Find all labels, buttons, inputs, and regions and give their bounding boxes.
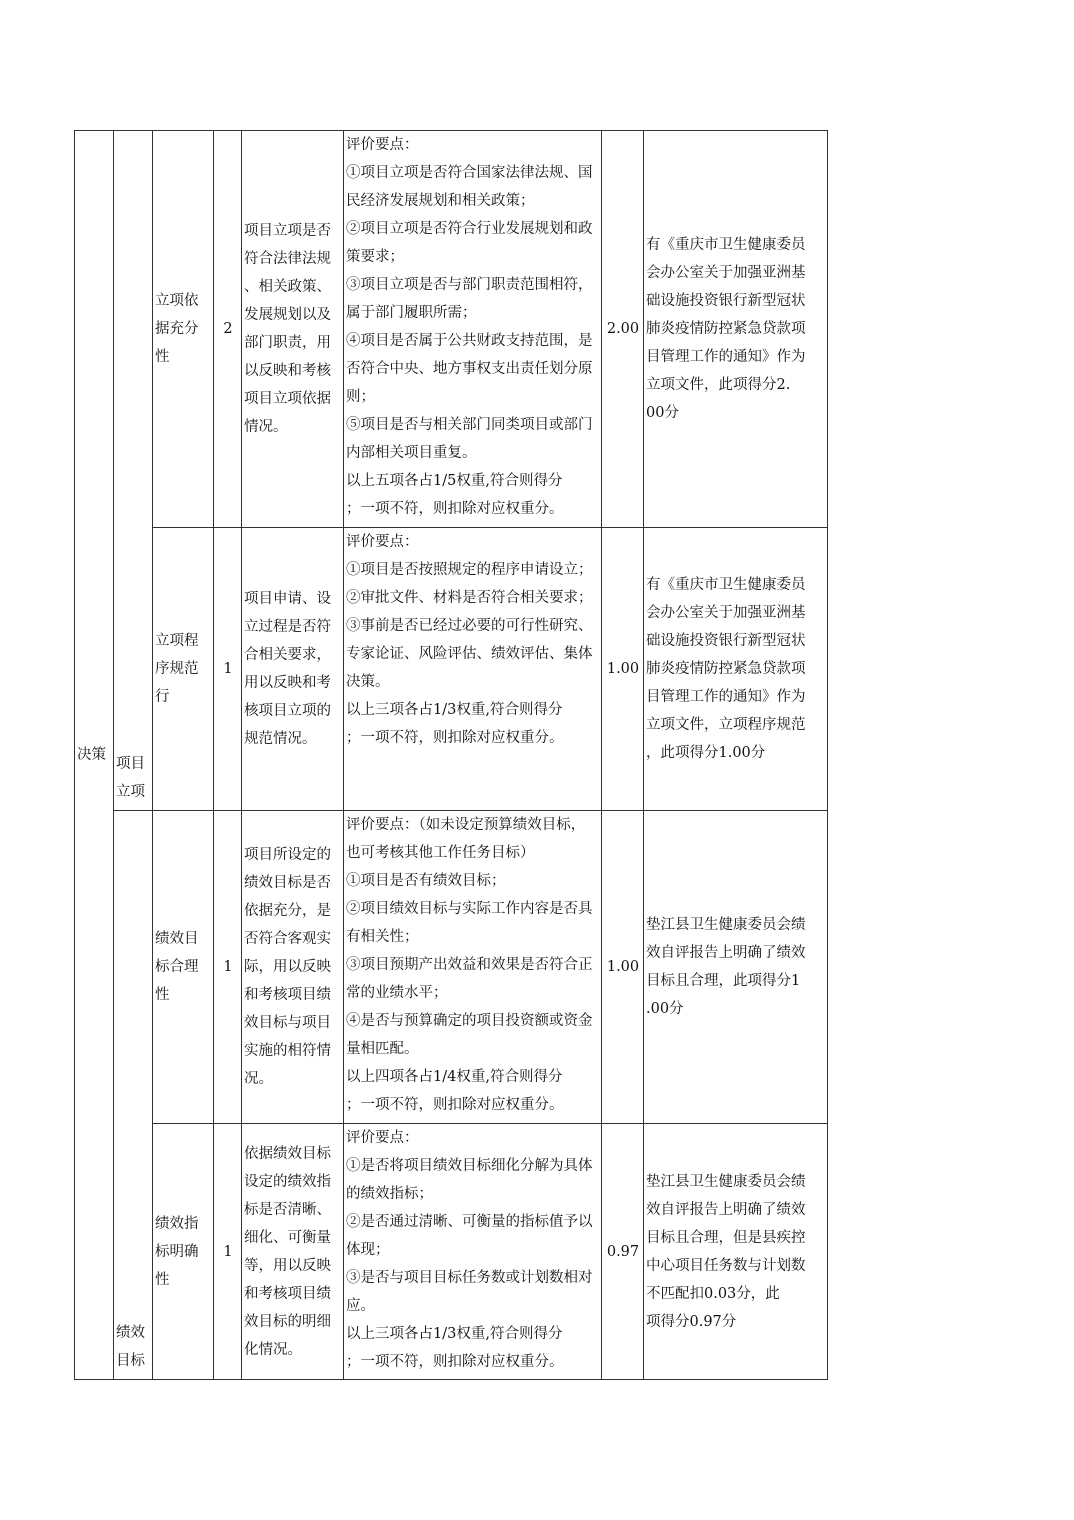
scoring-remark: 有《重庆市卫生健康委员 会办公室关于加强亚洲基 础设施投资银行新型冠状 肺炎疫情防控紧急贷款项 目管理工作的通知》作为 立项文件，此项得分2. 00分 xyxy=(644,131,828,528)
evaluation-criteria: 评价要点： ①项目是否按照规定的程序申请设立； ②审批文件、材料是否符合相关要求； ③事前是否已经过必要的可行性研究、 专家论证、风险评估、绩效评估、集体 决策。 以上三项各占1/3权重,符合则得分 ；一项不符，则扣除对应权重分。 xyxy=(344,528,602,811)
evaluation-criteria: 评价要点：（如未设定预算绩效目标， 也可考核其他工作任务目标） ①项目是否有绩效目标； ②项目绩效目标与实际工作内容是否具 有相关性； ③项目预期产出效益和效果是否符合正 常的业绩水平； ④是否与预算确定的项目投资额或资金 量相匹配。 以上四项各占1/4权重,符合则得分 ；一项不符，则扣除对应权重分。 xyxy=(344,811,602,1124)
table-row xyxy=(75,528,828,811)
indicator-name: 绩效指 标明确 性 xyxy=(153,1124,214,1380)
indicator-name: 立项程 序规范 行 xyxy=(153,528,214,811)
table-row xyxy=(75,811,828,1124)
level2-category: 项目 立项 xyxy=(114,131,153,811)
table-row xyxy=(75,1124,828,1380)
scoring-remark: 垫江县卫生健康委员会绩 效自评报告上明确了绩效 目标且合理，此项得分1 .00分 xyxy=(644,811,828,1124)
weight-value: 1 xyxy=(214,528,242,811)
indicator-description: 项目立项是否 符合法律法规 、相关政策、 发展规划以及 部门职责，用 以反映和考核 项目立项依据 情况。 xyxy=(242,131,344,528)
score-value: 2.00 xyxy=(602,131,644,528)
score-value: 1.00 xyxy=(602,811,644,1124)
indicator-name: 立项依 据充分 性 xyxy=(153,131,214,528)
indicator-description: 依据绩效目标 设定的绩效指 标是否清晰、 细化、可衡量 等，用以反映 和考核项目绩 效目标的明细 化情况。 xyxy=(242,1124,344,1380)
scoring-remark: 有《重庆市卫生健康委员 会办公室关于加强亚洲基 础设施投资银行新型冠状 肺炎疫情防控紧急贷款项 目管理工作的通知》作为 立项文件，立项程序规范 ，此项得分1.00分 xyxy=(644,528,828,811)
indicator-description: 项目申请、设 立过程是否符 合相关要求， 用以反映和考 核项目立项的 规范情况。 xyxy=(242,528,344,811)
indicator-description: 项目所设定的 绩效目标是否 依据充分，是 否符合客观实 际，用以反映 和考核项目绩 效目标与项目 实施的相符情 况。 xyxy=(242,811,344,1124)
scoring-remark: 垫江县卫生健康委员会绩 效自评报告上明确了绩效 目标且合理，但是县疾控 中心项目任务数与计划数 不匹配扣0.03分，此 项得分0.97分 xyxy=(644,1124,828,1380)
weight-value: 2 xyxy=(214,131,242,528)
weight-value: 1 xyxy=(214,811,242,1124)
table-row xyxy=(75,131,828,528)
level1-category: 决策 xyxy=(75,131,114,1380)
level2-category: 绩效 目标 xyxy=(114,811,153,1380)
evaluation-criteria: 评价要点： ①是否将项目绩效目标细化分解为具体 的绩效指标； ②是否通过清晰、可衡量的指标值予以 体现； ③是否与项目目标任务数或计划数相对 应。 以上三项各占1/3权重,符合则得分 ；一项不符，则扣除对应权重分。 xyxy=(344,1124,602,1380)
evaluation-table xyxy=(74,130,828,1380)
table-body xyxy=(75,131,828,1380)
evaluation-criteria: 评价要点： ①项目立项是否符合国家法律法规、国 民经济发展规划和相关政策； ②项目立项是否符合行业发展规划和政 策要求； ③项目立项是否与部门职责范围相符， 属于部门履职所需； ④项目是否属于公共财政支持范围，是 否符合中央、地方事权支出责任划分原 则； ⑤项目是否与相关部门同类项目或部门 内部相关项目重复。 以上五项各占1/5权重,符合则得分 ；一项不符，则扣除对应权重分。 xyxy=(344,131,602,528)
score-value: 1.00 xyxy=(602,528,644,811)
indicator-name: 绩效目 标合理 性 xyxy=(153,811,214,1124)
score-value: 0.97 xyxy=(602,1124,644,1380)
weight-value: 1 xyxy=(214,1124,242,1380)
